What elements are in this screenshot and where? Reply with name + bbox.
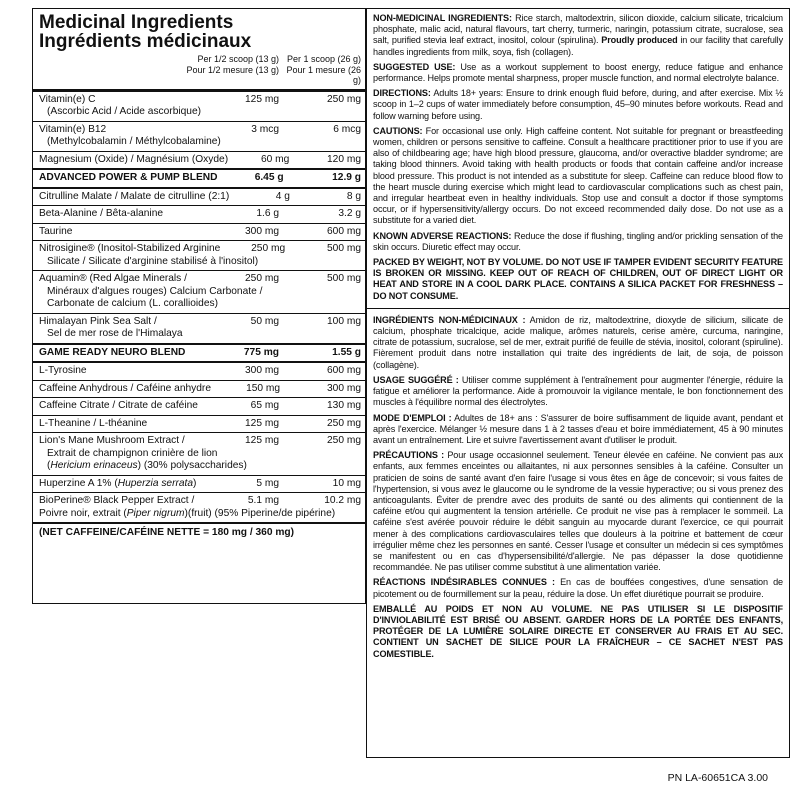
amount-half: 60 mg: [260, 153, 290, 165]
ingredient-name: Beta-Alanine / Bêta-alanine: [39, 208, 164, 219]
medicinal-title-en: Medicinal Ingredients: [39, 12, 234, 33]
amount-full: 600 mg: [327, 225, 361, 237]
ingredient-name: [39, 478, 209, 491]
ingredient-source-rest: ) (30% polysaccharides): [137, 460, 247, 471]
amount-full: 500 mg: [327, 273, 361, 284]
section-label: INGRÉDIENTS NON-MÉDICINAUX :: [373, 314, 526, 325]
ingredient-name: BioPerine® Black Pepper Extract /: [39, 495, 195, 506]
ingredient-row-vitamin-b12: [33, 122, 365, 152]
section-text: Pour usage occasionnel seulement. Teneur élevée en caféine. Ne convient pas aux enfants, aux femmes enceintes ou allaitantes, ni aux personnes sensibles à la caféine. Consulter un praticien de soins de santé avant d'en faire l'usage si vous êtes en âge de concevoir; si vous faites de l'hypertension, si vous avez le glaucome ou le syndrome de la vessie hyperactive; ou si vous prenez des anticoagulants. Éviter de prendre avec des produits de santé ou des aliments qui contiennent de la caféine et/ou qui augmentent la tension artérielle. Ce produit ne vise pas à remplacer le sommeil. La caféine s'est avérée pouvoir réduire le débit sanguin au myocarde durant l'exercice, ce qui pourrait mener à des complications cardiovasculaires telles que douleurs à la poitrine et battement de cœur irrégulier même chez les personnes en santé. Cesser l'usage et consulter un médecin si ces symptômes se manifestent ou en cas d'hypersensibilité/d'allergie. Ne pas dépasser la dose quotidienne recommandée. Ne pas utiliser comme substitut à une alimentation variée.: [373, 450, 783, 573]
ingredient-row-caffeine-citrate: [33, 398, 365, 416]
ingredient-row-bioperine: [33, 493, 365, 524]
en-cautions: [373, 126, 783, 227]
en-non-medicinal: [373, 13, 783, 58]
amount-full: 100 mg: [327, 315, 361, 327]
section-text: For occasional use only. High caffeine content. Not suitable for pregnant or breastfeeding women, children or persons sensitive to caffeine. Consult a healthcare practitioner prior to use if you are also of childbearing age; have high blood pressure, glaucoma, and/or overactive bladder syndrome; are taking blood thinners. Avoid taking with health products or foods that contain caffeine and/or increase blood pressure. This product is not intended as a substitute for sleep. Caffeine can reduce blood flow to the heart muscle during exercise which might lead to cardiovascular complications such as chest pain, and irregular heartbeat even in healthy individuals. Stop use and consult a doctor if those symptoms occur, or if hypersensitivity/allergy occurs. Do not exceed recommended daily dose. Do not use as a substitute for a varied diet.: [373, 125, 783, 226]
section-label: CAUTIONS:: [373, 125, 423, 136]
latin-name: Huperzia serrata: [117, 477, 194, 489]
ingredient-row-vitamin-c: [33, 92, 365, 122]
ingredient-row-beta-alanine: [33, 206, 365, 224]
amount-half: 300 mg: [245, 225, 279, 237]
section-text: Amidon de riz, maltodextrine, dioxyde de silicium, silicate de calcium, phosphate tricalcique, acide malique, arômes naturels, cerise amère, curcuma, naringine, citrate de potassium, sucralose, sel de mer, extrait purifié de feuille de stévia, inositol, colorant (spiruline). Fièrement produit dans notre installation qui traite des ingrédients de lait, de soja, de poisson (collagène).: [373, 314, 784, 370]
ingredient-source: Silicate / Silicate d'arginine stabilisé à l'inositol): [47, 255, 259, 267]
ingredient-name: Nitrosigine® (Inositol-Stabilized Arginine: [39, 243, 221, 254]
en-adverse-reactions: [373, 231, 783, 253]
blend-row-neuro: [33, 345, 365, 364]
ingredient-row-caffeine-anhydrous: [33, 381, 365, 399]
ingredient-name: Taurine: [39, 225, 73, 237]
ingredient-name: L-Theanine / L-théanine: [39, 417, 148, 429]
amount-full: 250 mg: [327, 435, 361, 446]
ingredient-source-pre: Poivre noir, extrait (: [39, 507, 127, 519]
amount-half: 5.1 mg: [247, 495, 279, 506]
amount-half: 4 g: [275, 190, 290, 202]
section-label: RÉACTIONS INDÉSIRABLES CONNUES :: [373, 577, 555, 588]
net-caffeine-row: [33, 524, 365, 542]
ingredient-name: Citrulline Malate / Malate de citrulline (2:1): [39, 190, 230, 202]
ingredient-row-nitrosigine: [33, 241, 365, 271]
ingredient-name: Caffeine Anhydrous / Caféine anhydre: [39, 382, 211, 394]
serving-col-full-en: Per 1 scoop (26 g): [286, 54, 361, 64]
amount-full: 12.9 g: [332, 172, 361, 183]
amount-half: 1.6 g: [256, 208, 279, 219]
fr-adverse-reactions: [373, 577, 783, 599]
section-label: USAGE SUGGÉRÉ :: [373, 374, 459, 385]
fr-non-medicinal: [373, 315, 783, 371]
amount-half: 3 mcg: [251, 123, 279, 135]
ingredient-row-sea-salt: [33, 314, 365, 345]
fr-packed-notice: EMBALLÉ AU POIDS ET NON AU VOLUME. NE PAS UTILISER SI LE DISPOSITIF D'INVIOLABILITÉ EST BRISÉ OU ABSENT. GARDER HORS DE LA PORTÉE DES ENFANTS, PROTÉGER DE LA LUMIÈRE SOLAIRE DIRECTE ET CONSERVER AU FRAIS ET AU SEC. CONTIENT UN SACHET DE SILICE POUR LA FRAÎCHEUR – CE SACHET N'EST PAS COMESTIBLE.: [373, 603, 783, 659]
amount-half: 125 mg: [245, 435, 279, 446]
section-text: Utiliser comme supplément à l'entraînement pour augmenter l'énergie, réduire la fatigue et améliorer la performance. Aide à promouvoir la vigilance mentale, le bon fonctionnement des muscles à l'équilibre normal des électrolytes.: [373, 374, 783, 408]
ingredient-name: L-Tyrosine: [39, 365, 87, 376]
section-label: PRÉCAUTIONS :: [373, 450, 445, 461]
section-label: NON-MEDICINAL INGREDIENTS:: [373, 13, 512, 23]
ingredient-name: Lion's Mane Mushroom Extract /: [39, 435, 185, 446]
latin-name: Piper nigrum: [126, 507, 185, 519]
amount-half: 125 mg: [245, 93, 279, 105]
ingredient-row-huperzine: [33, 476, 365, 494]
part-number: PN LA-60651CA 3.00: [667, 772, 768, 784]
fr-directions: [373, 413, 783, 447]
ingredient-row-aquamin: [33, 271, 365, 314]
ingredient-name: Caffeine Citrate / Citrate de caféine: [39, 400, 198, 411]
section-text: En cas de bouffées congestives, d'une sensation de picotement ou de fourmillement sur la peau, réduire la dose. Un effet diurétique pourrait se produire.: [373, 577, 783, 599]
ingredient-source-2: Carbonate de calcium (L. corallioides): [47, 298, 219, 309]
amount-full: 500 mg: [327, 243, 361, 254]
amount-full: 1.55 g: [332, 346, 361, 358]
blend-name: GAME READY NEURO BLEND: [39, 346, 186, 358]
amount-half: 50 mg: [250, 315, 279, 327]
ingredient-row-taurine: [33, 224, 365, 242]
section-emphasis: Proudly produced: [601, 35, 678, 46]
amount-full: 8 g: [346, 190, 361, 202]
amount-full: 6 mcg: [333, 123, 361, 135]
ingredient-name: Aquamin® (Red Algae Minerals /: [39, 273, 187, 284]
ingredient-row-citrulline: [33, 189, 365, 207]
amount-half: 300 mg: [245, 365, 279, 376]
section-label: MODE D'EMPLOI :: [373, 412, 452, 423]
amount-full: 10 mg: [332, 477, 361, 489]
ingredient-row-theanine: [33, 416, 365, 434]
fr-cautions: [373, 450, 783, 573]
ingredient-name: Vitamin(e) B12: [39, 123, 107, 135]
amount-half: 65 mg: [250, 400, 279, 411]
ingredient-name: Vitamin(e) C: [39, 93, 96, 105]
ingredient-source: [39, 508, 361, 521]
amount-full: 3.2 g: [338, 208, 361, 219]
ingredient-row-lions-mane: [33, 433, 365, 476]
ingredient-row-magnesium: [33, 152, 365, 171]
amount-half: 775 mg: [243, 346, 279, 358]
ingredient-source: (Methylcobalamin / Méthylcobalamine): [47, 136, 221, 147]
net-caffeine-text: (NET CAFFEINE/CAFÉINE NETTE = 180 mg / 360 mg): [39, 527, 295, 538]
blend-name: ADVANCED POWER & PUMP BLEND: [39, 172, 218, 183]
ingredient-source-2: (Hericium erinaceus) (30% polysaccharides): [47, 460, 247, 471]
section-label: KNOWN ADVERSE REACTIONS:: [373, 230, 512, 241]
section-text-tail: in our facility that carefully handles ingredients from milk, soya, fish (collagen).: [373, 35, 783, 57]
serving-header: [33, 54, 365, 92]
amount-full: 300 mg: [327, 382, 361, 394]
blend-row-power-pump: [33, 170, 365, 189]
section-text: Reduce the dose if flushing, tingling and/or prickling sensation of the skin occurs. Diuretic effect may occur.: [373, 230, 783, 252]
latin-name: Hericium erinaceus: [50, 460, 138, 471]
ingredient-source-post: )(fruit) (95% Piperine/de pipérine): [184, 507, 336, 519]
section-text: Use as a workout supplement to boost energy, reduce fatigue and enhance performance. Helps promote mental sharpness, proper muscle function, and normal electrolyte balance.: [373, 61, 783, 84]
ingredient-source: (Ascorbic Acid / Acide ascorbique): [47, 106, 202, 117]
ingredient-name: Himalayan Pink Sea Salt /: [39, 315, 157, 327]
serving-col-half-en: Per 1/2 scoop (13 g): [197, 54, 279, 64]
ingredient-name: Magnesium (Oxide) / Magnésium (Oxyde): [39, 153, 229, 165]
ingredient-source: Sel de mer rose de l'Himalaya: [47, 328, 183, 339]
amount-full: 130 mg: [327, 400, 361, 411]
medicinal-title-fr: Ingrédients médicinaux: [39, 31, 252, 52]
en-directions: [373, 88, 783, 122]
ingredient-row-tyrosine: [33, 363, 365, 381]
amount-half: 5 mg: [256, 477, 279, 489]
fr-suggested-use: [373, 375, 783, 409]
amount-full: 600 mg: [327, 365, 361, 376]
amount-half: 250 mg: [245, 273, 279, 284]
amount-half: 125 mg: [245, 417, 279, 429]
amount-half: 6.45 g: [254, 172, 284, 183]
section-label: SUGGESTED USE:: [373, 61, 456, 72]
amount-full: 120 mg: [327, 153, 361, 165]
ingredient-name-text: Huperzine A 1% (: [39, 477, 118, 489]
serving-col-full-fr: Pour 1 mesure (26 g): [286, 64, 361, 85]
section-text: Adultes de 18+ ans : S'assurer de boire suffisamment de liquide avant, pendant et après l'exercice. Mélanger ½ mesure dans 1 à 2 tasses d'eau et boire immédiatement, 45 à 90 minutes avant un entraînement. Lire et suivre l'avertissement avant d'utiliser le produit.: [373, 412, 783, 445]
en-packed-notice: PACKED BY WEIGHT, NOT BY VOLUME. DO NOT USE IF TAMPER EVIDENT SECURITY FEATURE IS BROKEN OR MISSING. KEEP OUT OF REACH OF CHILDREN, OUT OF DIRECT LIGHT OR HEAT AND STORE IN A COOL DARK PLACE. CONTAINS A SILICA PACKET FOR FRESHNESS – DO NOT CONSUME.: [373, 257, 783, 301]
section-text: Rice starch, maltodextrin, silicon dioxide, calcium silicate, tricalcium phosphate, malic acid, natural flavours, tart cherry, turmeric, naringin, potassium citrate, sucralose, sea salt, purified stevia leaf extract, inositol, colour (spirulina).: [373, 13, 784, 46]
amount-half: 250 mg: [251, 243, 286, 254]
section-text: Adults 18+ years: Ensure to drink enough fluid before, during, and after exercise. Mix ½ scoop in 1–2 cups of water immediately before consumption, 45–90 minutes before workouts. Read and follow warning before using.: [373, 88, 783, 121]
amount-full: 10.2 mg: [324, 495, 361, 506]
serving-col-full: [279, 54, 361, 86]
ingredient-source: Minéraux d'algues rouges) Calcium Carbonate /: [47, 285, 263, 297]
serving-col-half-fr: Pour 1/2 mesure (13 g): [186, 64, 279, 75]
serving-col-half: [169, 54, 279, 86]
amount-full: 250 mg: [327, 417, 361, 429]
language-divider: [367, 308, 789, 309]
medicinal-ingredients-panel: [32, 8, 366, 604]
en-suggested-use: [373, 62, 783, 84]
section-label: DIRECTIONS:: [373, 88, 431, 99]
ingredient-source: Extrait de champignon crinière de lion: [47, 447, 218, 459]
non-medicinal-panel: [366, 8, 790, 758]
amount-half: 150 mg: [246, 382, 281, 394]
amount-full: 250 mg: [327, 93, 361, 105]
ingredient-name-rest: ): [193, 477, 197, 489]
